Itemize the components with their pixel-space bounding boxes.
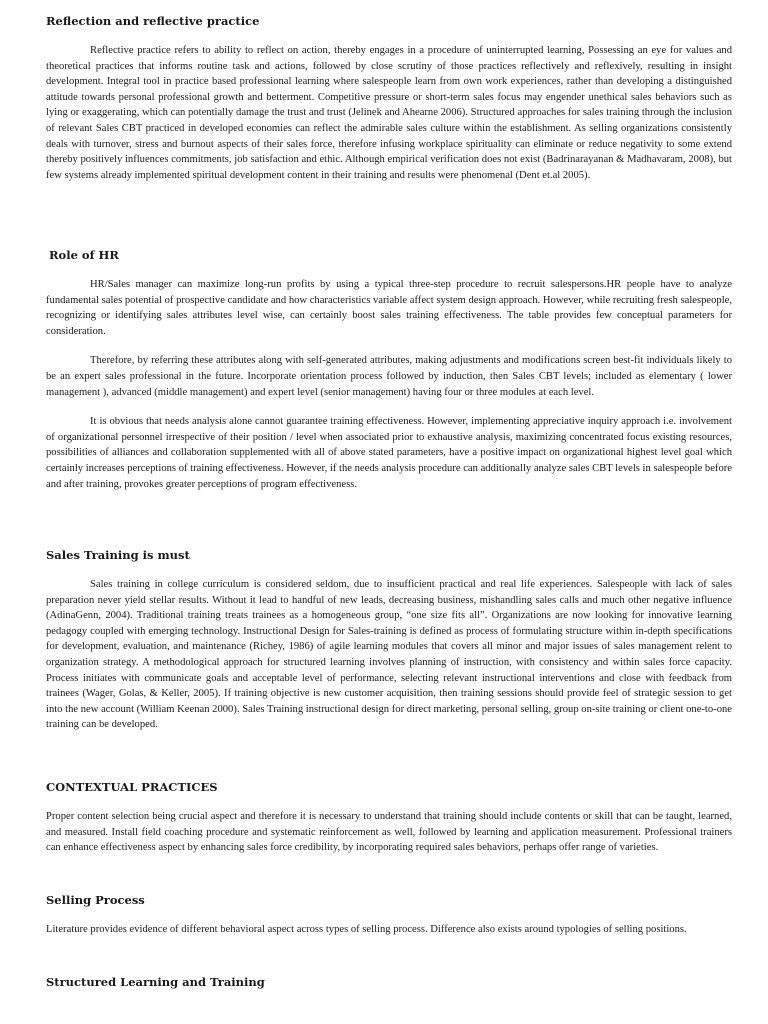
paragraph: Literature provides evidence of different behavioral aspect across types of selling process. Difference also exists around typologies of selling positions. xyxy=(46,924,687,935)
paragraph: Reflective practice refers to ability to reflect on action, thereby engages in a procedure of uninterrupted learning, Possessing an eye for values and theoretical practices that informs routine task and actions, followed by close scrutiny of those practices reflectively and reflexively, resulting in insight development. Integral tool in practice based professional learning where salespeople learn from own work experiences, rather than developing a distinguished attitude towards personal professional growth and betterment. Competitive pressure or short-term sales focus may engender unethical sales behaviors such as lying or exaggerating, which can potentially damage the trust and trust (Jelinek and Ahearne 2006). Structured approaches for sales training through the inclusion of relevant Sales CBT practiced in developed economies can reflect the admirable sales culture within the establishment. As selling organizations consistently deals with turnover, stress and burnout aspects of their sales force, therefore infusing workplace spirituality can eliminate or reduce negativity to some extend thereby positively influences commitments, job satisfaction and ethic. Although empirical verification does not exist (Badrinarayanan & Madhavaram, 2008), but few systems already implemented spiritual development content in their training and results were phenomenal (Dent et.al 2005). xyxy=(46,45,732,181)
section-contextual-practices xyxy=(46,780,732,856)
paragraph: Therefore, by referring these attributes along with self-generated attributes, making adjustments and modifications screen best-fit individuals likely to be an expert sales professional in the future. Incorporate orientation process followed by induction, then Sales CBT levels; included as elementary ( lower management ), advanced (middle management) and expert level (senior management) having four or three modules at each level. xyxy=(46,355,732,398)
section-heading: CONTEXTUAL PRACTICES xyxy=(46,780,218,794)
paragraph: HR/Sales manager can maximize long-run profits by using a typical three-step procedure to recruit salespersons.HR people have to analyze fundamental sales potential of prospective candidate and how characteristics variable affect system design approach. However, while recruiting fresh salespeople, recognizing or identifying sales attributes level wise, can certainly boost sales training effectiveness. The table provides few conceptual parameters for consideration. xyxy=(46,279,732,337)
section-structured-learning xyxy=(46,975,732,990)
section-heading: Structured Learning and Training xyxy=(46,975,265,989)
section-selling-process xyxy=(46,893,732,938)
section-reflection xyxy=(46,14,732,183)
paragraph: Sales training in college curriculum is considered seldom, due to insufficient practical and real life experiences. Salespeople with lack of sales preparation never yield stellar results. Without it lead to handful of new leads, decreasing business, mishandling sales calls and much other negative influence (AdinaGenn, 2004). Traditional training treats trainees as a homogeneous group, “one size fits all”. Organizations are now looking for innovative learning pedagogy coupled with emerging technology. Instructional Design for Sales-training is defined as process of formulating structure within in-depth specifications for development, evaluation, and maintenance (Richey, 1986) of agile learning modules that covers all minor and major issues of sales management relent to organization strategy. A methodological approach for structured learning involves planning of instruction, with consistency and within sales force capacity. Process initiates with communicate goals and acceptable level of performance, selecting relevant instructional interventions and close with feedback from trainees (Wager, Golas, & Keller, 2005). If training objective is new customer acquisition, then training sessions should provide feel of strategic session to get into the new account (William Keenan 2000). Sales Training instructional design for direct marketing, personal selling, group on-site training or client one-to-one training can be developed. xyxy=(46,579,732,731)
section-role-of-hr xyxy=(46,248,732,492)
paragraph: It is obvious that needs analysis alone cannot guarantee training effectiveness. However, implementing appreciative inquiry approach i.e. involvement of organizational personnel irrespective of their position / level when associated prior to exhaustive analysis, maximizing concentrated focus existing resources, possibilities of alliances and collaboration supplemented with all of above stated parameters, have a positive impact on organizational highest level goal which certainly increases perceptions of training effectiveness. However, if the needs analysis procedure can additionally analyze sales CBT levels in salespeople before and after training, provokes greater perceptions of program effectiveness. xyxy=(46,416,732,490)
section-heading: Role of HR xyxy=(49,248,119,262)
section-heading: Sales Training is must xyxy=(46,548,190,562)
section-heading: Reflection and reflective practice xyxy=(46,14,260,28)
section-sales-training xyxy=(46,548,732,733)
paragraph: Proper content selection being crucial aspect and therefore it is necessary to understand that training should include contents or skill that can be taught, learned, and measured. Install field coaching procedure and systematic reinforcement as well, followed by learning and application measurement. Professional trainers can enhance effectiveness aspect by enhancing sales force credibility, by incorporating required sales behaviors, perhaps offer range of varieties. xyxy=(46,811,732,854)
section-heading: Selling Process xyxy=(46,893,145,907)
